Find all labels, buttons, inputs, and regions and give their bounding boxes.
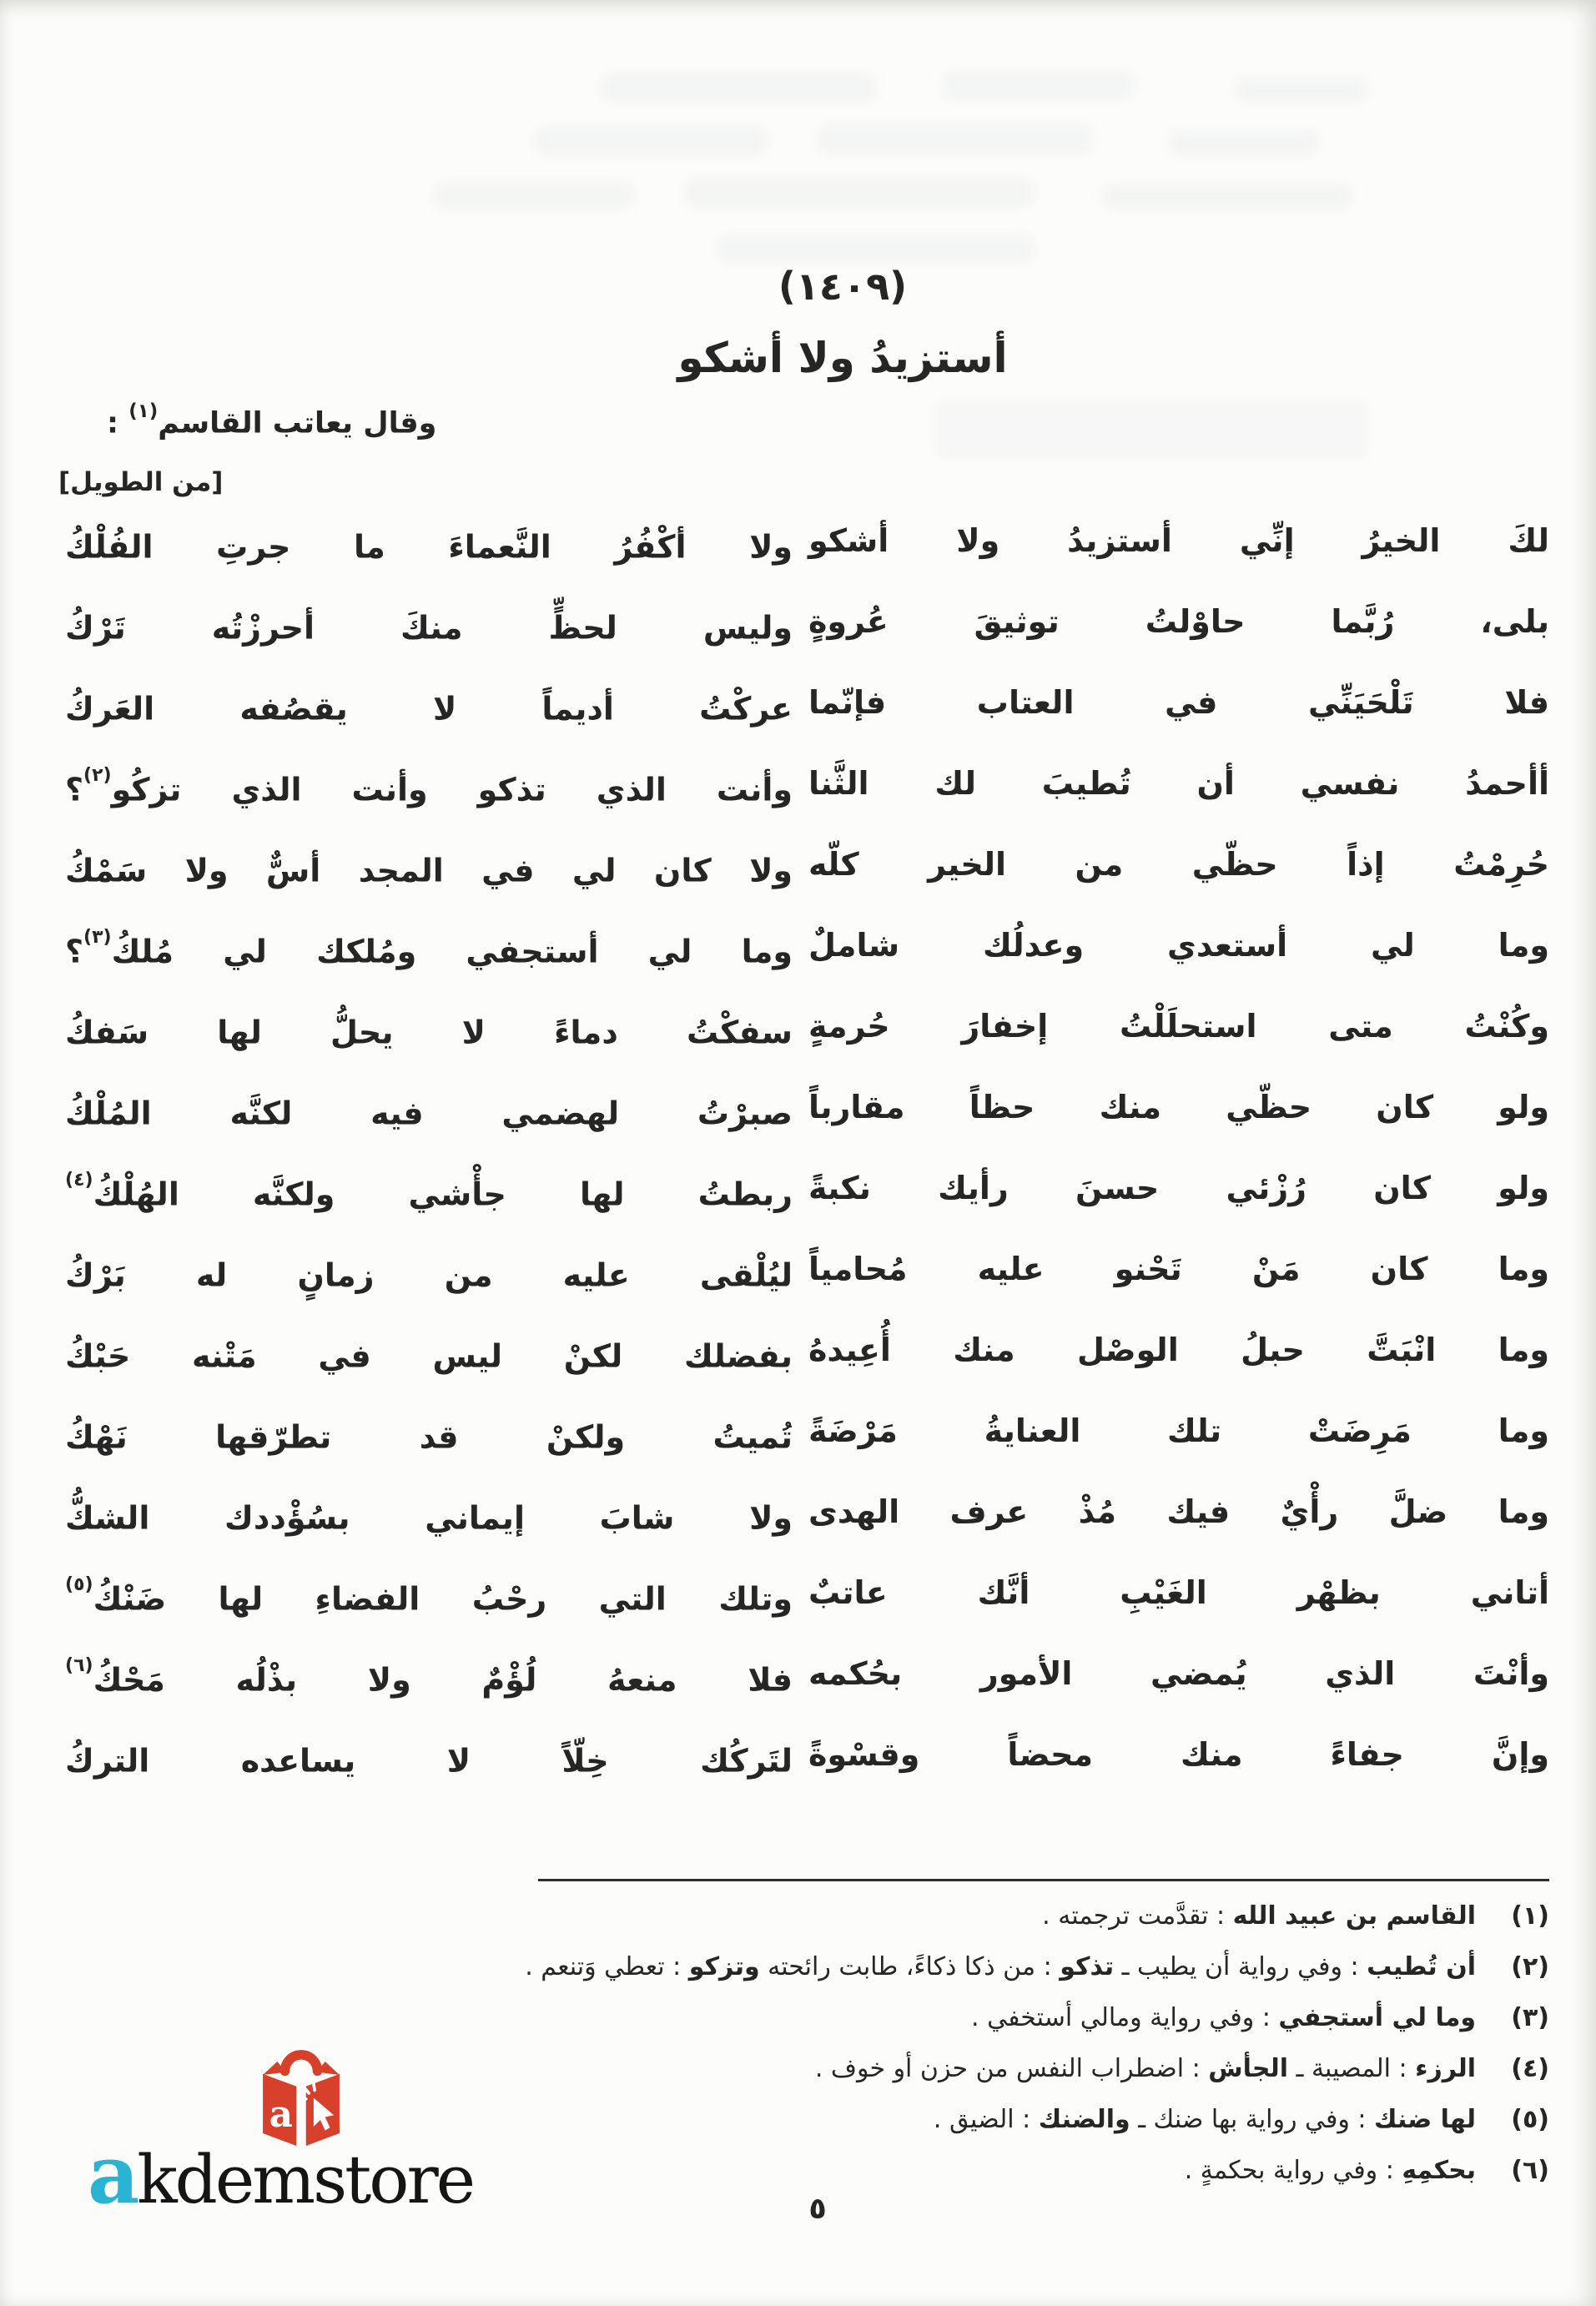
footnote-separator [538,1879,1549,1881]
verse-row [65,1472,1549,1553]
verse-second-hemistich: فلا منعهُ لُؤْمٌ ولا بذْلُه مَحْكُ$^{(٦)}$ [65,1655,793,1699]
verse-first-hemistich: وما ضلَّ رأْيٌ فيك مُذْ عرف الهدى [808,1493,1549,1530]
verse-row [65,1553,1549,1634]
footnote-text: الرزء : المصيبة ـ الجأش : اضطراب النفس من حزن أو خوف . [814,2054,1476,2083]
verse-first-hemistich: وما كان مَنْ تَحْنو عليه مُحامياً [808,1251,1549,1287]
verse-second-hemistich: بفضلك لكنْ ليس في مَتْنه حَبْكُ [65,1337,793,1375]
attribution-colon: : [107,406,129,441]
verse-first-hemistich: أتاني بظهْر الغَيْبِ أنَّك عاتبٌ [808,1574,1549,1611]
verse-first-hemistich: وما مَرِضَتْ تلك العنايةُ مَرْضَةً [808,1412,1549,1449]
poem-number: (١٤٠٩) [778,264,908,309]
footnote-number: (٤) [1511,2054,1549,2083]
bleed-through [717,235,1035,262]
verse-row [65,986,1549,1067]
verse-first-hemistich: وإنَّ جفاءً منك محضاً وقسْوةً [808,1736,1549,1773]
verse-second-hemistich: صبرْتُ لهضمي فيه لكنَّه المُلْكُ [65,1095,793,1132]
bleed-through [1168,130,1318,155]
verse-first-hemistich: حُرِمْتُ إذاً حظّي من الخير كلّه [808,846,1549,883]
verse-first-hemistich: وما لي أستعدي وعدلُك شاملٌ [808,927,1549,964]
verse-row [65,743,1549,824]
verse-second-hemistich: وليس لحظٍّ منكَ أحرزْتُه تَرْكُ [65,609,793,647]
verse-row [65,1634,1549,1714]
footnote-item [58,1941,1549,1992]
footnote-marker: (٤) [65,1170,93,1191]
verse-first-hemistich: بلى، رُبَّما حاوْلتُ توثيقَ عُروةٍ [808,603,1549,640]
attribution-line [107,400,437,441]
verse-second-hemistich: ربطتُ لها جأْشي ولكنَّه الهُلْكُ$^{(٤)}$ [65,1170,793,1213]
footnote-item [58,1891,1549,1941]
verse-second-hemistich: لتَركُك خِلّاً لا يساعده التركُ [65,1742,793,1780]
bleed-through [534,127,768,155]
bleed-through [684,179,1035,207]
verse-second-hemistich: وتلك التي رحْبُ الفضاءِ لها ضَنْكُ$^{(٥)}$ [65,1574,793,1618]
verse-row [65,905,1549,986]
verse-row [65,662,1549,743]
verse-first-hemistich: أأحمدُ نفسي أن تُطيبَ لك الثَّنا [808,765,1549,802]
poem-title: أستزيدُ ولا أشكو [677,334,1008,382]
bleed-through [1101,184,1352,209]
verse-row [65,1229,1549,1310]
footnote-text: لها ضنك : وفي رواية بها ضنك ـ والضنك : الضيق . [933,2105,1476,2134]
verse-row [65,501,1549,582]
akdemstore-logo [88,2036,555,2228]
verse-first-hemistich: وكُنْتُ متى استحلَلْتُ إخفارَ حُرمةٍ [808,1008,1549,1045]
poem [65,501,1549,1795]
verse-second-hemistich: وأنت الذي تذكو وأنت الذي تزكُو$^{(٢)}$؟ [65,765,793,808]
footnote-marker: (٦) [65,1655,93,1676]
verse-second-hemistich: ليُلْقى عليه من زمانٍ له بَرْكُ [65,1256,793,1294]
brand-first-letter: a [88,2127,138,2222]
bleed-through [818,125,1093,154]
footnote-number: (٣) [1511,2003,1549,2032]
footnote-number: (٢) [1511,1952,1549,1981]
footnote-marker: (٥) [65,1574,93,1595]
footnote-marker: (٢) [83,765,112,786]
page-number: ٥ [808,2193,827,2226]
verse-row [65,1391,1549,1472]
footnote-text: بحكمِهِ : وفي رواية بحكمةٍ . [1184,2156,1476,2185]
verse-first-hemistich: فلا تَلْحَيَنِّي في العتاب فإنّما [808,684,1549,721]
verse-row [65,1714,1549,1795]
footnote-text: أن تُطيب : وفي رواية أن يطيب ـ تذكو : من ذكا ذكاءً، طابت رائحته وتزكو : تعطي وَتنعم . [525,1952,1476,1981]
verse-first-hemistich: وأنْتَ الذي يُمضي الأمور بحُكمه [808,1655,1549,1692]
bleed-through [434,182,634,209]
brand-rest: kdemstore [137,2141,474,2218]
verse-row [65,824,1549,905]
footnote-text: وما لي أستجفي : وفي رواية ومالي أستخفي . [971,2003,1476,2032]
footnote-number: (٦) [1511,2156,1549,2185]
footnote-text: القاسم بن عبيد الله : تقدَّمت ترجمته . [1042,1901,1476,1931]
verse-row [65,1310,1549,1391]
brand-wordmark [88,2129,473,2221]
verse-second-hemistich: تُميتُ ولكنْ قد تطرّقها نَهْكُ [65,1418,793,1456]
verse-second-hemistich: ولا كان لي في المجد أسٌّ ولا سَمْكُ [65,852,793,889]
verse-first-hemistich: ولو كان رُزْئي حسنَ رأيك نكبةً [808,1170,1549,1206]
book-handle-arc [284,2055,317,2072]
verse-row [65,582,1549,662]
verse-row [65,1067,1549,1148]
verse-first-hemistich: وما انْبَتَّ حبلُ الوصْل منك أُعِيدهُ [808,1332,1549,1368]
verse-second-hemistich: وما لي أستجفي ومُلكك لي مُلكُ$^{(٣)}$؟ [65,927,793,970]
footnote-number: (٥) [1511,2105,1549,2134]
verse-row [65,1148,1549,1229]
footnote-marker: (١) [128,400,159,422]
verse-first-hemistich: ولو كان حظّي منك حظاً مقارباً [808,1089,1549,1125]
verse-second-hemistich: عركْتُ أديماً لا يقصُفه العَركُ [65,690,793,728]
verse-first-hemistich: لكَ الخيرُ إنِّي أستزيدُ ولا أشكو [808,522,1549,559]
bleed-through [943,72,1135,100]
bleed-through [1235,77,1368,102]
footnote-marker: (٣) [83,927,112,948]
verse-second-hemistich: سفكْتُ دماءً لا يحلُّ لها سَفكُ [65,1014,793,1051]
bleed-through [934,400,1368,459]
meter-label: [من الطويل] [58,467,224,497]
icon-letter: a [269,2093,294,2137]
verse-second-hemistich: ولا شابَ إيماني بسُؤْددك الشكُّ [65,1499,793,1537]
footnote-number: (١) [1511,1901,1549,1931]
bleed-through [601,73,876,102]
verse-second-hemistich: ولا أكْفُرُ النَّعماءَ ما جرتِ الفُلْكُ [65,528,793,566]
attribution-text: وقال يعاتب القاسم [158,406,437,441]
